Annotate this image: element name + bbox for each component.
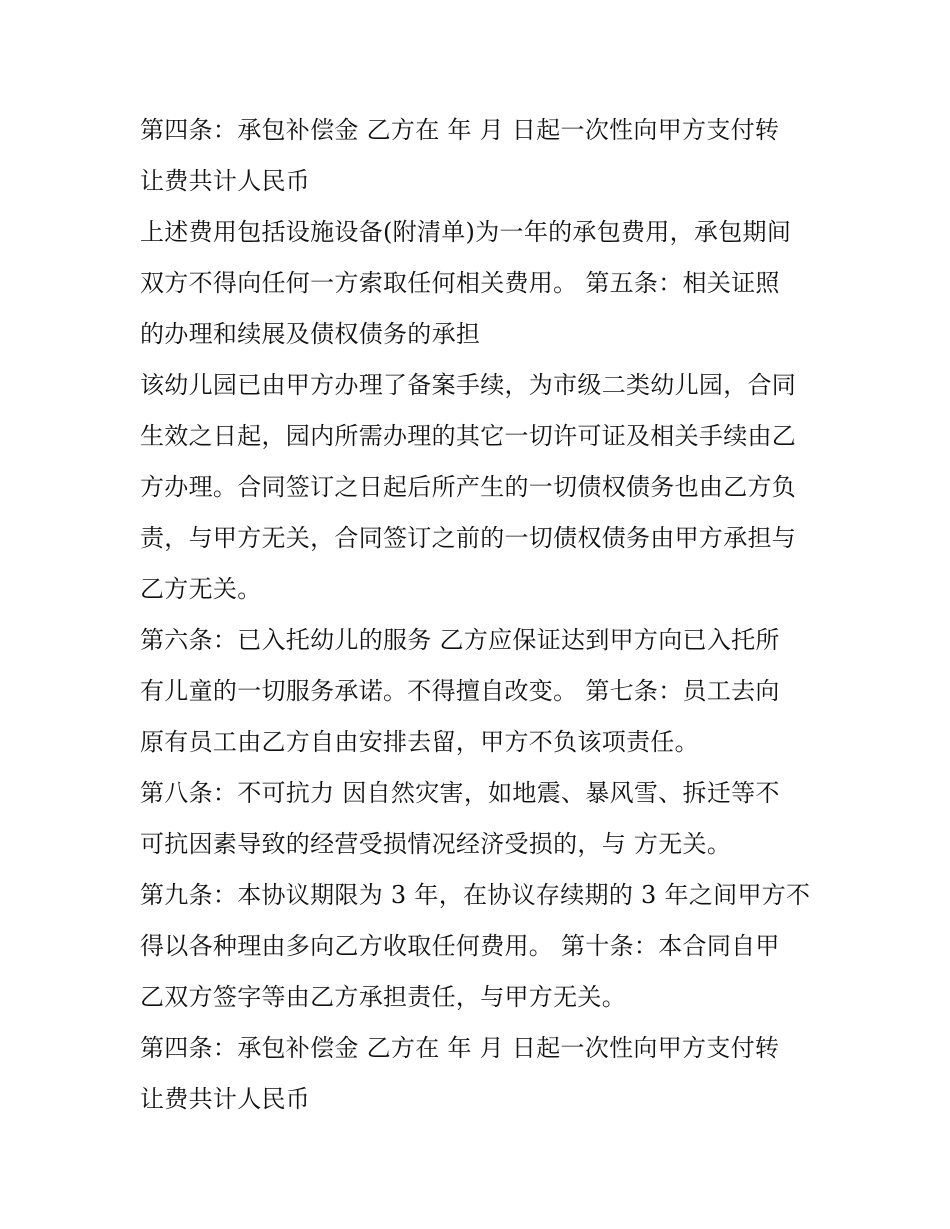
text-line: 生效之日起，园内所需办理的其它一切许可证及相关手续由乙 [140,422,797,450]
text-line: 第四条：承包补偿金 乙方在 年 月 日起一次性向甲方支付转 [140,1034,780,1062]
text-line: 的办理和续展及债权债务的承担 [140,320,481,348]
text-line: 第四条：承包补偿金 乙方在 年 月 日起一次性向甲方支付转 [140,116,780,144]
text-line: 该幼儿园已由甲方办理了备案手续，为市级二类幼儿园，合同 [140,371,797,399]
text-line: 让费共计人民币 [140,167,311,195]
text-line: 上述费用包括设施设备(附清单)为一年的承包费用，承包期间 [140,218,792,246]
text-line: 责，与甲方无关，合同签订之前的一切债权债务由甲方承担与 [140,524,797,552]
text-line: 乙双方签字等由乙方承担责任，与甲方无关。 [140,983,626,1011]
text-line: 有儿童的一切服务承诺。不得擅自改变。 第七条：员工去向 [140,677,780,705]
text-line: 方办理。合同签订之日起后所产生的一切债权债务也由乙方负 [140,473,797,501]
text-line: 第八条：不可抗力 因自然灾害，如地震、暴风雪、拆迁等不 [140,779,780,807]
text-line: 原有员工由乙方自由安排去留，甲方不负该项责任。 [140,728,699,756]
text-line: 第九条：本协议期限为 3 年，在协议存续期的 3 年之间甲方不 [140,881,811,909]
text-line: 第六条：已入托幼儿的服务 乙方应保证达到甲方向已入托所 [140,626,780,654]
text-line: 得以各种理由多向乙方收取任何费用。 第十条：本合同自甲 [140,932,780,960]
text-line: 可抗因素导致的经营受损情况经济受损的，与 方无关。 [140,830,732,858]
text-line: 让费共计人民币 [140,1085,311,1113]
text-line: 乙方无关。 [140,575,262,603]
text-line: 双方不得向任何一方索取任何相关费用。 第五条：相关证照 [140,269,780,297]
